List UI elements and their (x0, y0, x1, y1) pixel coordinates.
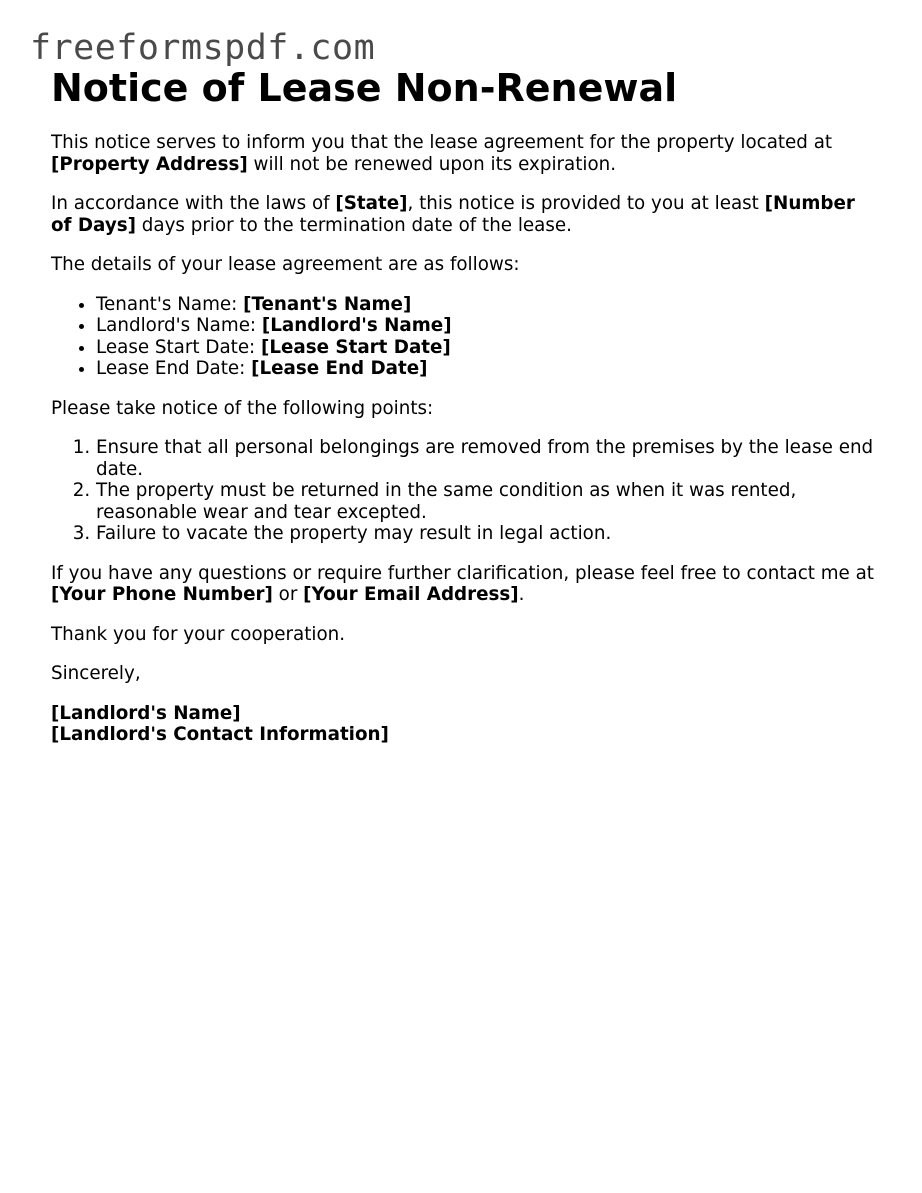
contact-paragraph (51, 563, 877, 606)
state-placeholder: [State] (335, 193, 408, 214)
notice-points-list (51, 437, 877, 545)
accordance-paragraph (51, 193, 877, 236)
detail-value: [Tenant's Name] (243, 293, 412, 315)
contact-text-3: . (518, 584, 525, 605)
detail-item-lease-start-date (96, 337, 877, 359)
signature-contact: [Landlord's Contact Information] (51, 724, 389, 745)
detail-label: Tenant's Name: (96, 293, 244, 315)
detail-item-tenant-name (96, 294, 877, 316)
points-intro: Please take notice of the following points: (51, 397, 434, 419)
notice-point-item: 2. The property must be returned in the same condition as when it was rented, reasonable wear and tear excepted. (96, 480, 877, 523)
detail-value: [Lease Start Date] (261, 336, 451, 358)
details-intro: The details of your lease agreement are as follows: (51, 254, 520, 275)
detail-value: [Lease End Date] (251, 358, 428, 379)
notice-point-item: 1. Ensure that all personal belongings are removed from the premises by the lease end date. (96, 437, 877, 480)
lease-details-list (51, 294, 877, 380)
signature-block (51, 703, 877, 746)
accordance-text-3: days prior to the termination date of the lease. (135, 214, 572, 236)
detail-item-lease-end-date (96, 358, 877, 380)
phone-number-placeholder: [Your Phone Number] (51, 584, 273, 605)
thanks-paragraph: Thank you for your cooperation. (51, 623, 346, 645)
email-address-placeholder: [Your Email Address] (303, 584, 519, 605)
intro-text-after: will not be renewed upon its expiration. (247, 153, 617, 175)
notice-point-item: 3. Failure to vacate the property may result in legal action. (96, 523, 877, 545)
intro-paragraph (51, 132, 877, 175)
detail-item-landlord-name (96, 315, 877, 337)
contact-text-2: or (272, 584, 304, 605)
property-address-placeholder: [Property Address] (51, 153, 248, 175)
intro-text-before: This notice serves to inform you that the lease agreement for the property located at (51, 132, 833, 153)
document-body (51, 64, 877, 746)
detail-label: Lease Start Date: (96, 336, 262, 358)
detail-value: [Landlord's Name] (261, 315, 452, 336)
number-of-days-placeholder: [Number of Days] (51, 193, 855, 236)
detail-label: Lease End Date: (96, 358, 252, 379)
accordance-text-1: In accordance with the laws of (51, 193, 336, 214)
contact-text-1: If you have any questions or require further clarification, please feel free to contact me at (51, 562, 874, 584)
signature-name: [Landlord's Name] (51, 702, 241, 724)
detail-label: Landlord's Name: (96, 315, 262, 336)
closing-salutation: Sincerely, (51, 663, 141, 684)
accordance-text-2: , this notice is provided to you at least (407, 193, 765, 214)
document-title: Notice of Lease Non-Renewal (51, 66, 678, 110)
watermark: freeformspdf.com (30, 28, 376, 68)
